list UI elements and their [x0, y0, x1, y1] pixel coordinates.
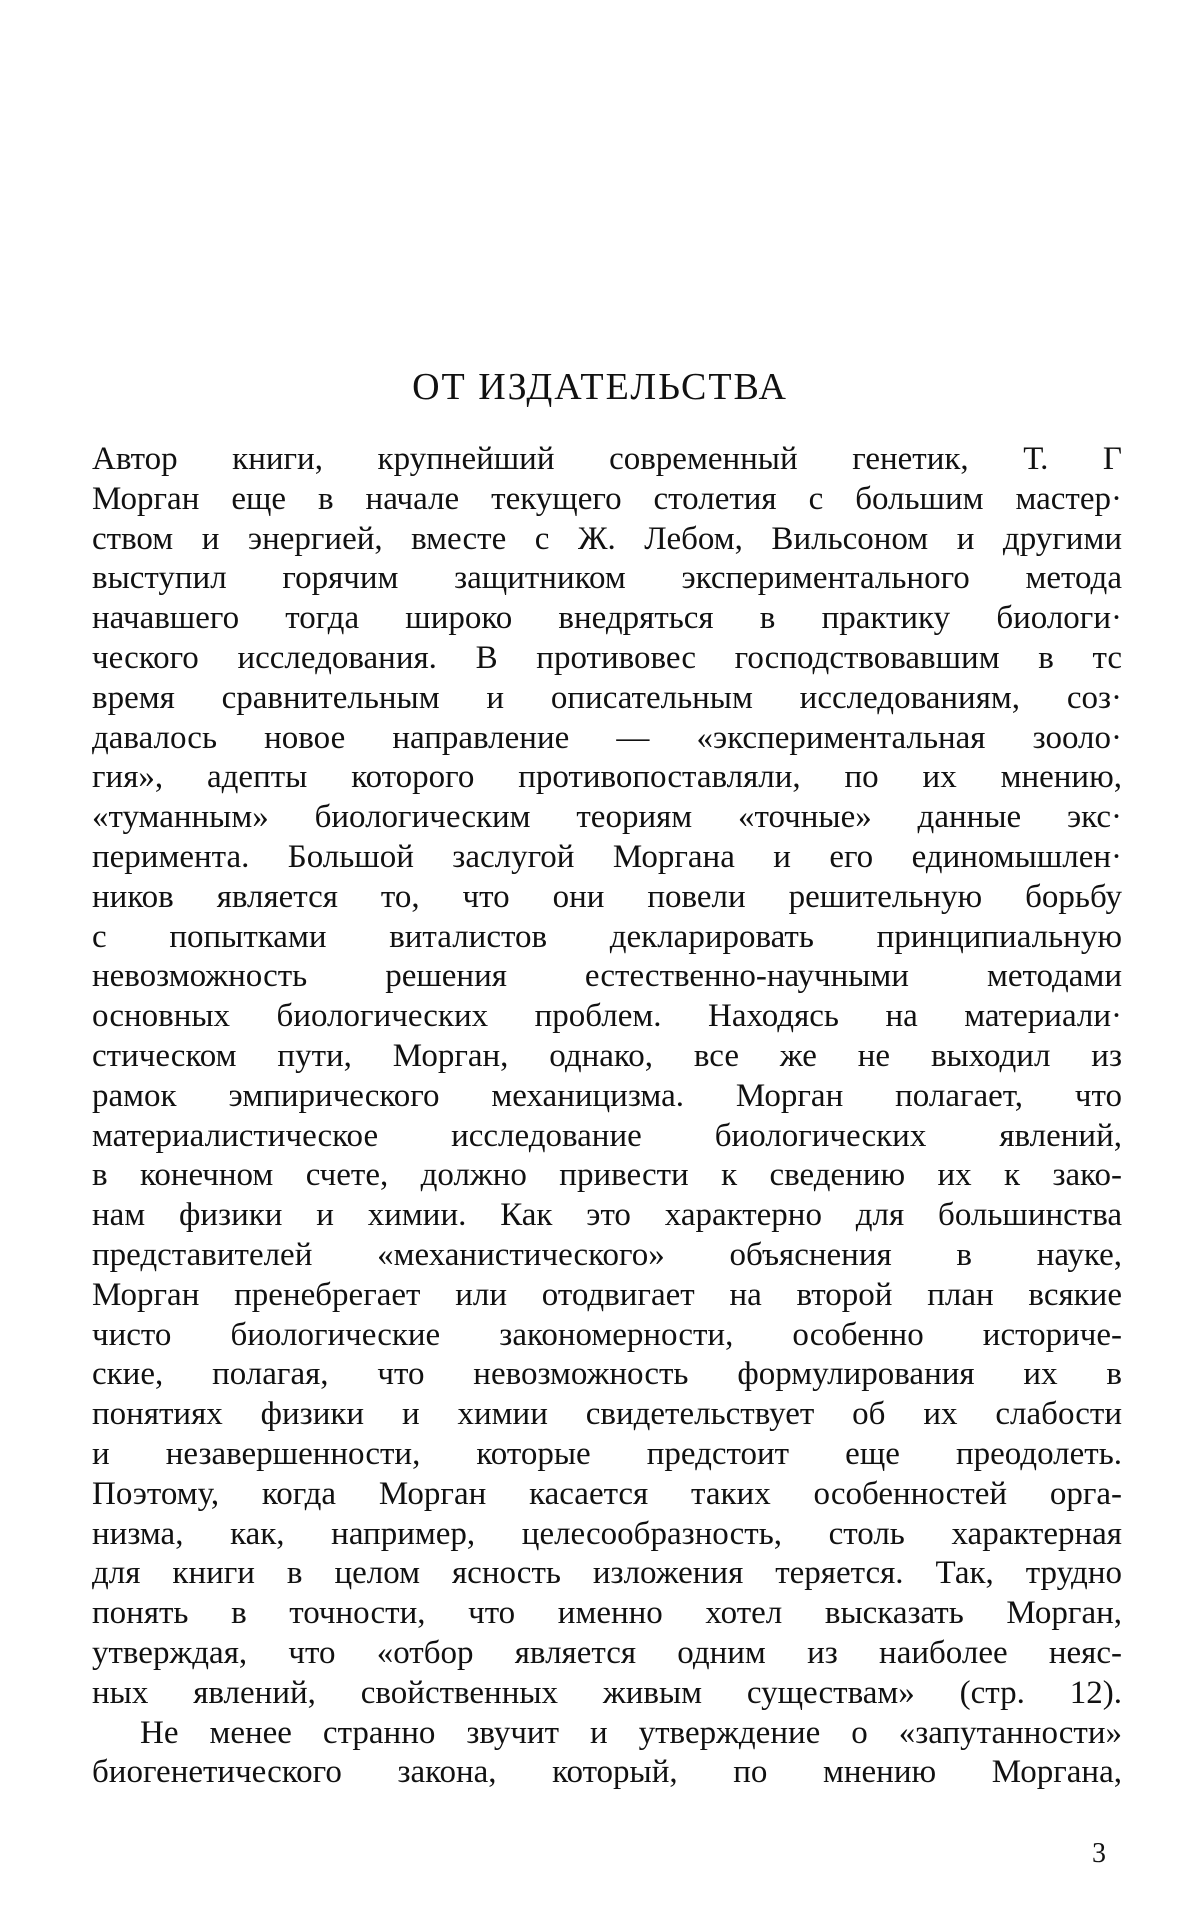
- text-line: перимента. Большой заслугой Моргана и его единомышлен·: [92, 838, 1122, 875]
- text-line: с попытками виталистов декларировать принципиальную: [92, 918, 1122, 955]
- page-number: 3: [1092, 1838, 1106, 1869]
- text-line: гия», адепты которого противопоставляли, по их мнению,: [92, 759, 1122, 796]
- text-line: биогенетического закона, который, по мнению Моргана,: [92, 1754, 1122, 1791]
- text-line: ские, полагая, что невозможность формулирования их в: [92, 1356, 1122, 1393]
- text-line: ством и энергией, вместе с Ж. Лебом, Вильсоном и другими: [92, 520, 1122, 557]
- text-line: «туманным» биологическим теориям «точные» данные экс·: [92, 799, 1122, 836]
- body-text: [92, 440, 1122, 1793]
- text-line: ных явлений, свойственных живым существам» (стр. 12).: [92, 1674, 1122, 1711]
- text-line: чисто биологические закономерности, особенно историче-: [92, 1316, 1122, 1353]
- text-line: Не менее странно звучит и утверждение о «запутанности»: [140, 1714, 1122, 1751]
- text-line: материалистическое исследование биологических явлений,: [92, 1117, 1122, 1154]
- text-line: представителей «механистического» объяснения в науке,: [92, 1236, 1122, 1273]
- text-line: основных биологических проблем. Находясь на материали·: [92, 998, 1122, 1035]
- text-line: низма, как, например, целесообразность, столь характерная: [92, 1515, 1122, 1552]
- page-title: ОТ ИЗДАТЕЛЬСТВА: [412, 366, 788, 408]
- text-line: время сравнительным и описательным исследованиям, соз·: [92, 679, 1122, 716]
- text-line: выступил горячим защитником экспериментального метода: [92, 560, 1122, 597]
- text-line: стическом пути, Морган, однако, все же не выходил из: [92, 1037, 1122, 1074]
- text-line: и незавершенности, которые предстоит еще преодолеть.: [92, 1435, 1122, 1472]
- text-line: Морган еще в начале текущего столетия с большим мастер·: [92, 480, 1122, 517]
- text-line: в конечном счете, должно привести к сведению их к зако-: [92, 1157, 1122, 1194]
- text-line: понять в точности, что именно хотел высказать Морган,: [92, 1595, 1122, 1632]
- text-line: рамок эмпирического механицизма. Морган полагает, что: [92, 1077, 1122, 1114]
- text-line: Морган пренебрегает или отодвигает на второй план всякие: [92, 1276, 1122, 1313]
- text-line: ников является то, что они повели решительную борьбу: [92, 878, 1122, 915]
- text-line: утверждая, что «отбор является одним из наиболее неяс-: [92, 1634, 1122, 1671]
- text-line: давалось новое направление — «экспериментальная зооло·: [92, 719, 1122, 756]
- text-line: нам физики и химии. Как это характерно для большинства: [92, 1197, 1122, 1234]
- text-line: начавшего тогда широко внедряться в практику биологи·: [92, 600, 1122, 637]
- text-line: ческого исследования. В противовес господствовавшим в тс: [92, 639, 1122, 676]
- text-line: невозможность решения естественно-научными методами: [92, 958, 1122, 995]
- text-line: для книги в целом ясность изложения теряется. Так, трудно: [92, 1555, 1122, 1592]
- text-line: понятиях физики и химии свидетельствует об их слабости: [92, 1396, 1122, 1433]
- text-line: Автор книги, крупнейший современный генетик, Т. Г: [92, 441, 1122, 477]
- text-line: Поэтому, когда Морган касается таких особенностей орга-: [92, 1475, 1122, 1512]
